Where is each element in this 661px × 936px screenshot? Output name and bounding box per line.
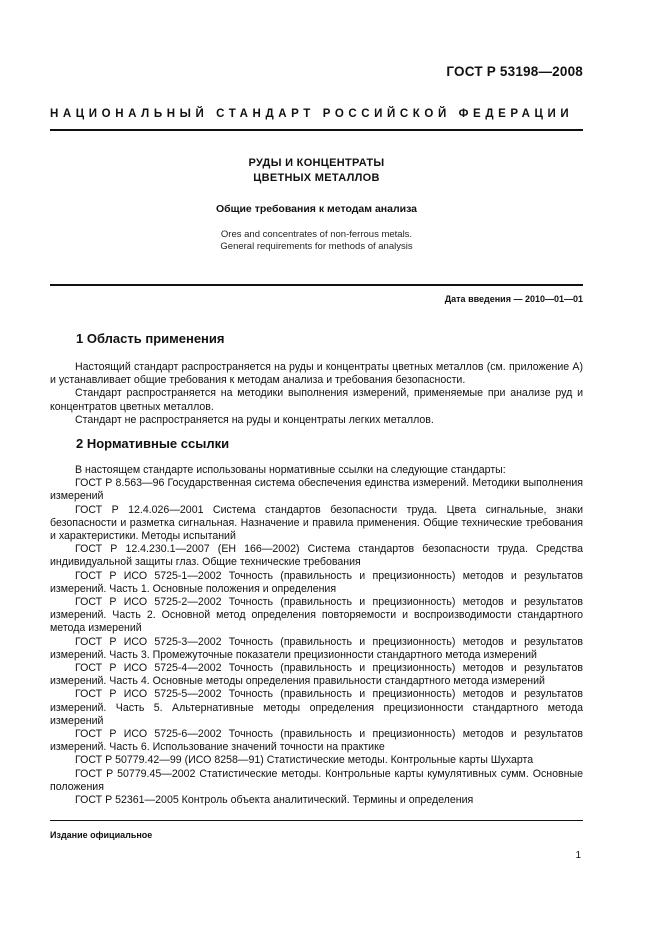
section-2-intro: В настоящем стандарте использованы нормативные ссылки на следующие стандарты: [75, 464, 506, 476]
section-2-heading: 2 Нормативные ссылки [76, 436, 230, 451]
section-1-paragraph: Стандарт не распространяется на руды и концентраты легких металлов. [75, 413, 434, 426]
reference-item: ГОСТ Р 50779.42—99 (ИСО 8258—91) Статистические методы. Контрольные карты Шухарта [75, 754, 534, 767]
official-edition-label: Издание официальное [50, 830, 153, 840]
title-line-2: ЦВЕТНЫХ МЕТАЛЛОВ [253, 172, 380, 184]
english-title-line-1: Ores and concentrates of non-ferrous metals. [220, 229, 413, 240]
national-standard-banner: НАЦИОНАЛЬНЫЙ СТАНДАРТ РОССИЙСКОЙ ФЕДЕРАЦИИ [50, 108, 574, 120]
reference-item: ГОСТ Р 50779.45—2002 Статистические методы. Контрольные карты кумулятивных сумм. Основные положения [50, 767, 583, 793]
header-rule [50, 129, 583, 131]
section-1-heading: 1 Область применения [76, 331, 225, 346]
title-block-rule [50, 284, 583, 286]
section-1-body [50, 361, 583, 427]
reference-item: ГОСТ Р ИСО 5725-4—2002 Точность (правильность и прецизионность) методов и результатов измерений. Часть 4. Основные методы определения правильности стандартного метода измерений [50, 662, 583, 688]
section-2-body [50, 464, 583, 807]
reference-item: ГОСТ Р 8.563—96 Государственная система обеспечения единства измерений. Методики выполнения измерений [50, 477, 583, 503]
page-number: 1 [575, 850, 581, 861]
reference-item: ГОСТ Р ИСО 5725-1—2002 Точность (правильность и прецизионность) методов и результатов измерений. Часть 1. Основные положения и определения [50, 569, 583, 595]
reference-item: ГОСТ Р ИСО 5725-3—2002 Точность (правильность и прецизионность) методов и результатов измерений. Часть 3. Промежуточные показатели прецизионности стандартного метода измерений [50, 635, 583, 661]
reference-item: ГОСТ Р 12.4.026—2001 Система стандартов безопасности труда. Цвета сигнальные, знаки безопасности и разметка сигнальная. Назначение и правила применения. Общие технические требования и характеристики. Методы испытаний [50, 503, 583, 543]
reference-item: ГОСТ Р 52361—2005 Контроль объекта аналитический. Термины и определения [75, 794, 474, 807]
title-line-1: РУДЫ И КОНЦЕНТРАТЫ [248, 157, 385, 169]
intro-date: Дата введения — 2010—01—01 [444, 294, 583, 304]
english-title-line-2: General requirements for methods of analysis [220, 241, 413, 252]
section-1-paragraph: Стандарт распространяется на методики выполнения измерений, применяемые при анализе руд и концентратов цветных металлов. [50, 387, 583, 413]
reference-item: ГОСТ Р ИСО 5725-6—2002 Точность (правильность и прецизионность) методов и результатов измерений. Часть 6. Использование значений точности на практике [50, 728, 583, 754]
section-1-paragraph: Настоящий стандарт распространяется на руды и концентраты цветных металлов (см. приложение А) и устанавливает общие требования к методам анализа и требования безопасности. [50, 361, 583, 387]
reference-item: ГОСТ Р 12.4.230.1—2007 (ЕН 166—2002) Система стандартов безопасности труда. Средства индивидуальной защиты глаз. Общие технические требования [50, 543, 583, 569]
reference-item: ГОСТ Р ИСО 5725-2—2002 Точность (правильность и прецизионность) методов и результатов измерений. Часть 2. Основной метод определения повторяемости и воспроизводимости стандартного метода измерений [50, 596, 583, 635]
reference-item: ГОСТ Р ИСО 5725-5—2002 Точность (правильность и прецизионность) методов и результатов измерений. Часть 5. Альтернативные методы определения прецизионности стандартного метода измерений [50, 688, 583, 727]
standard-number: ГОСТ Р 53198—2008 [446, 64, 583, 79]
subtitle: Общие требования к методам анализа [215, 203, 418, 215]
footer-rule [50, 820, 583, 821]
